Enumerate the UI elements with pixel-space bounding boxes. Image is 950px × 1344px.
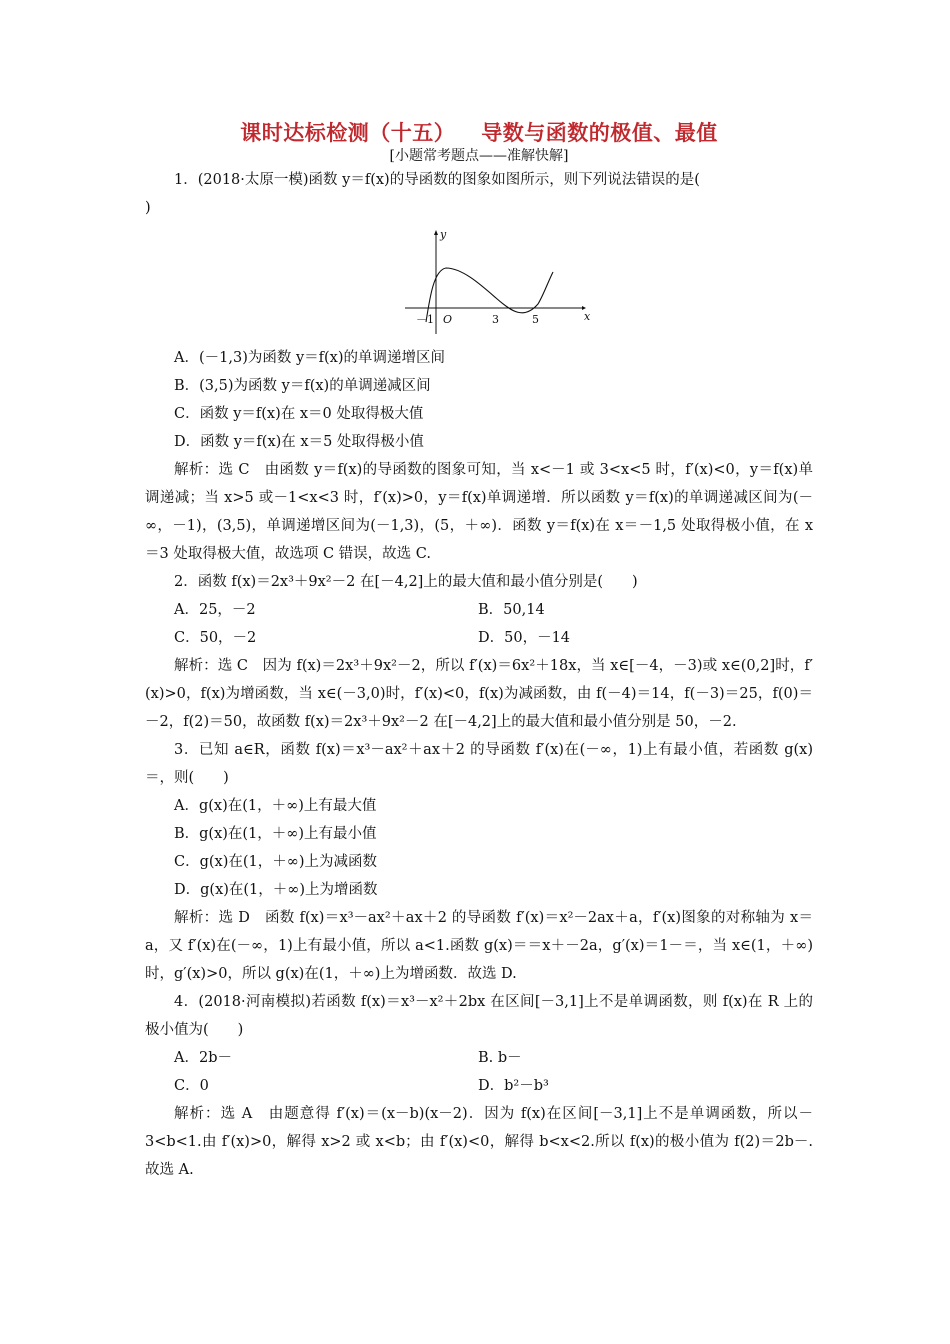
question-1 <box>145 166 813 568</box>
derivative-graph-svg <box>400 226 590 338</box>
q1-option-d: D．函数 y＝f(x)在 x＝5 处取得极小值 <box>174 434 424 450</box>
q1-option-a: A．(－1,3)为函数 y＝f(x)的单调递增区间 <box>174 350 446 366</box>
q4-stem: 4．(2018·河南模拟)若函数 f(x)＝x³－x²＋2bx 在区间[－3,1]上不是单调函数，则 f(x)在 R 上的极小值为( ) <box>145 994 813 1038</box>
q2-solution: 解析：选 C 因为 f(x)＝2x³＋9x²－2，所以 f′(x)＝6x²＋18x，当 x∈[－4，－3)或 x∈(0,2]时，f′(x)>0，f(x)为增函数，当 x∈(－3,0)时，f′(x)<0，f(x)为减函数，由 f(－4)＝14，f(－3)＝25，f(0)＝－2，f(2)＝50，故函数 f(x)＝2x³＋9x²－2 在[－4,2]上的最大值和最小值分别是 50，－2. <box>145 658 813 730</box>
x-axis-label: x <box>584 310 590 323</box>
q4-options-row1 <box>145 1044 813 1072</box>
title-left: 课时达标检测（十五） <box>240 121 456 145</box>
q2-option-b: B．50,14 <box>478 602 545 618</box>
question-3 <box>145 736 813 988</box>
y-axis-arrow <box>434 230 438 235</box>
q4-solution: 解析：选 A 由题意得 f′(x)＝(x－b)(x－2)．因为 f(x)在区间[－3,1]上不是单调函数，所以－3<b<1.由 f′(x)>0，解得 x>2 或 x<b；由 f′(x)<0，解得 b<x<2.所以 f(x)的极小值为 f(2)＝2b－.故选 A. <box>145 1106 813 1178</box>
q2-stem: 2．函数 f(x)＝2x³＋9x²－2 在[－4,2]上的最大值和最小值分别是( ) <box>174 574 638 590</box>
q2-options-row2 <box>145 624 813 652</box>
q4-options-row2 <box>145 1072 813 1100</box>
derivative-graph <box>145 226 813 338</box>
origin-label: O <box>443 313 453 326</box>
tick-label-3: 3 <box>492 313 499 326</box>
q1-solution: 解析：选 C 由函数 y＝f(x)的导函数的图象可知，当 x<－1 或 3<x<5 时，f′(x)<0，y＝f(x)单调递减；当 x>5 或－1<x<3 时，f′(x)>0，y＝f(x)单调递增．所以函数 y＝f(x)的单调递减区间为(－∞，－1)，(3,5)，单调递增区间为(－1,3)，(5，＋∞)．函数 y＝f(x)在 x＝－1,5 处取得极小值，在 x＝3 处取得极大值，故选项 C 错误，故选 C. <box>145 462 813 562</box>
tick-label-neg1: －1 <box>416 313 434 326</box>
q1-stem-line2: ) <box>145 200 151 216</box>
section-subtitle: [小题常考题点——准解快解] <box>389 148 569 164</box>
title-right: 导数与函数的极值、最值 <box>481 121 718 145</box>
question-2 <box>145 568 813 736</box>
q2-option-c: C．50，－2 <box>174 630 257 646</box>
document-page <box>145 118 813 1184</box>
q3-solution: 解析：选 D 函数 f(x)＝x³－ax²＋ax＋2 的导函数 f′(x)＝x²－2ax＋a，f′(x)图象的对称轴为 x＝a，又 f′(x)在(－∞，1)上有最小值，所以 a<1.函数 g(x)＝＝x＋－2a，g′(x)＝1－＝，当 x∈(1，＋∞)时，g′(x)>0，所以 g(x)在(1，＋∞)上为增函数．故选 D. <box>145 910 813 982</box>
tick-label-5: 5 <box>532 313 539 326</box>
q1-option-c: C．函数 y＝f(x)在 x＝0 处取得极大值 <box>174 406 424 422</box>
q2-option-d: D．50，－14 <box>478 630 571 646</box>
q2-option-a: A．25，－2 <box>174 602 256 618</box>
q4-option-b: B. b－ <box>478 1050 522 1066</box>
y-axis-label: y <box>440 228 447 241</box>
q4-option-c: C．0 <box>174 1078 209 1094</box>
q3-option-d: D．g(x)在(1，＋∞)上为增函数 <box>174 882 378 898</box>
q3-option-c: C．g(x)在(1，＋∞)上为减函数 <box>174 854 377 870</box>
question-4 <box>145 988 813 1184</box>
q2-options-row1 <box>145 596 813 624</box>
q4-option-d: D．b²－b³ <box>478 1078 549 1094</box>
q1-stem-line1: 1．(2018·太原一模)函数 y＝f(x)的导函数的图象如图所示，则下列说法错误的是( <box>174 172 700 188</box>
q1-option-b: B．(3,5)为函数 y＝f(x)的单调递减区间 <box>174 378 431 394</box>
page-title <box>145 118 813 148</box>
q3-option-b: B．g(x)在(1，＋∞)上有最小值 <box>174 826 377 842</box>
q4-option-a: A．2b－ <box>174 1050 232 1066</box>
q3-stem: 3．已知 a∈R，函数 f(x)＝x³－ax²＋ax＋2 的导函数 f′(x)在(－∞，1)上有最小值，若函数 g(x)＝，则( ) <box>145 742 813 786</box>
q3-option-a: A．g(x)在(1，＋∞)上有最大值 <box>174 798 377 814</box>
